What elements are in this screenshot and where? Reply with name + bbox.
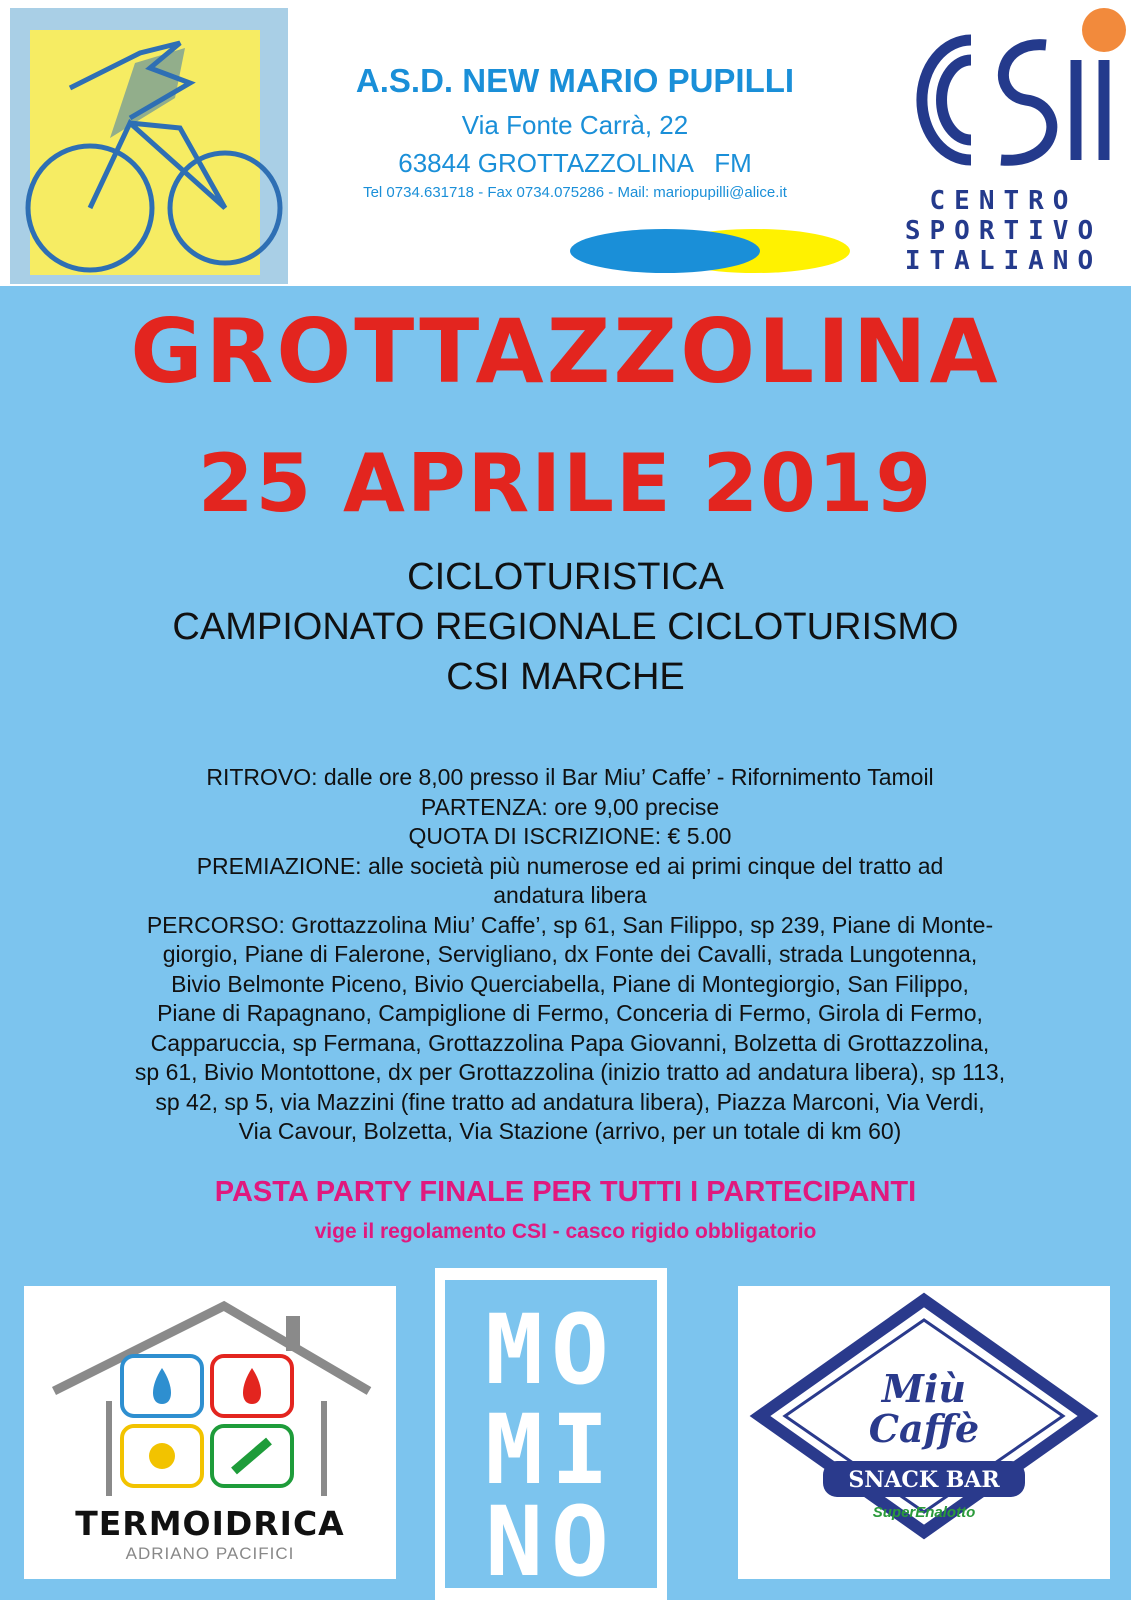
superenalotto-label: SuperEnalotto <box>872 1504 976 1521</box>
csi-logo <box>876 0 1131 286</box>
details-line: Capparuccia, sp Fermana, Grottazzolina Papa Giovanni, Bolzetta di Grottazzolina, <box>150 1029 990 1056</box>
event-title: GROTTAZZOLINA <box>130 300 1001 403</box>
termoidrica-name: TERMOIDRICA <box>75 1504 345 1543</box>
organization-name: A.S.D. NEW MARIO PUPILLI <box>355 62 795 99</box>
csi-word-sportivo: SPORTIVO <box>904 216 1103 246</box>
details-line: PERCORSO: Grottazzolina Miu’ Caffe’, sp 61, San Filippo, sp 239, Piane di Monte- <box>146 911 994 938</box>
sponsor-miu-caffe <box>738 1286 1110 1579</box>
details-line: QUOTA DI ISCRIZIONE: € 5.00 <box>408 823 732 849</box>
event-details <box>70 763 1070 1147</box>
event-subtitle-2: CAMPIONATO REGIONALE CICLOTURISMO <box>172 606 959 648</box>
house-icon <box>24 1286 396 1506</box>
organization-contacts: Tel 0734.631718 - Fax 0734.075286 - Mail: mariopupilli@alice.it <box>363 184 787 201</box>
rules-note: vige il regolamento CSI - casco rigido obbligatorio <box>314 1220 817 1243</box>
termoidrica-subtitle: ADRIANO PACIFICI <box>125 1544 295 1563</box>
csi-word-centro: CENTRO <box>929 186 1078 216</box>
cyclist-logo <box>10 8 288 284</box>
momino-row-3: NO <box>485 1486 617 1598</box>
event-subtitle-3: CSI MARCHE <box>446 656 685 698</box>
cyclist-icon <box>10 8 288 284</box>
organization-street: Via Fonte Carrà, 22 <box>461 110 689 140</box>
event-subtitle-1: CICLOTURISTICA <box>407 556 724 598</box>
momino-row-2: MI <box>485 1394 617 1506</box>
event-date: 25 APRILE 2019 <box>197 437 934 530</box>
details-line: PARTENZA: ore 9,00 precise <box>420 793 720 820</box>
miu-script-line-2: Caffè <box>868 1406 980 1451</box>
details-line: RITROVO: dalle ore 8,00 presso il Bar Miu’ Caffe’ - Rifornimento Tamoil <box>206 764 934 790</box>
blue-yellow-ellipses <box>565 226 865 276</box>
sponsor-termoidrica <box>24 1286 396 1579</box>
sponsor-momino <box>435 1268 667 1600</box>
details-line: andatura libera <box>493 882 647 908</box>
momino-row-1: MO <box>485 1294 617 1406</box>
details-line: PREMIAZIONE: alle società più numerose ed ai primi cinque del tratto ad <box>196 852 944 879</box>
csi-emblem-icon <box>876 0 1131 180</box>
details-line: giorgio, Piane di Falerone, Servigliano, dx Fonte dei Cavalli, strada Lungotenna, <box>162 941 978 967</box>
details-line: sp 61, Bivio Montottone, dx per Grottazzolina (inizio tratto ad andatura libera), sp 113, <box>134 1059 1006 1085</box>
details-line: Via Cavour, Bolzetta, Via Stazione (arrivo, per un totale di km 60) <box>238 1118 902 1144</box>
organization-city: 63844 GROTTAZZOLINA FM <box>398 148 752 178</box>
csi-word-italiano: ITALIANO <box>904 246 1103 276</box>
miu-script-line-1: Miù <box>881 1366 967 1411</box>
details-line: Piane di Rapagnano, Campiglione di Fermo, Conceria di Fermo, Girola di Fermo, <box>157 1000 983 1026</box>
details-line: sp 42, sp 5, via Mazzini (fine tratto ad andatura libera), Piazza Marconi, Via Verdi, <box>155 1088 985 1115</box>
details-line: Bivio Belmonte Piceno, Bivio Querciabella, Piane di Montegiorgio, San Filippo, <box>171 970 969 997</box>
snack-bar-label: SNACK BAR <box>848 1467 1000 1493</box>
pasta-party-note: PASTA PARTY FINALE PER TUTTI I PARTECIPANTI <box>214 1176 917 1208</box>
